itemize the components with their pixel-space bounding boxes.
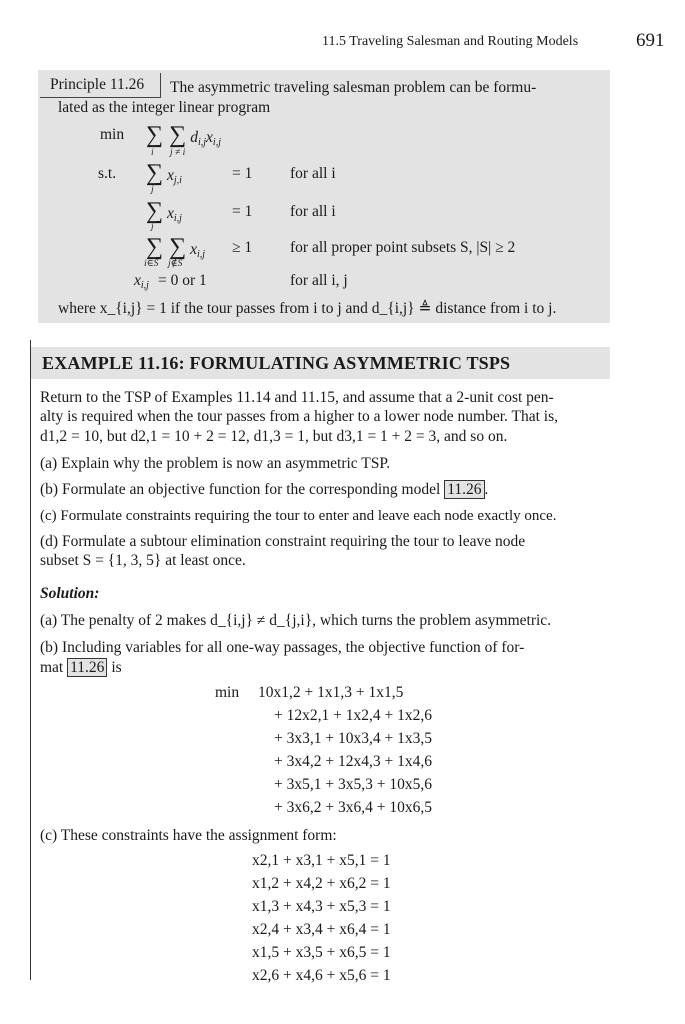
solution-label: Solution: (40, 585, 100, 602)
solution-a: (a) The penalty of 2 makes d_{i,j} ≠ d_{j,i}, which turns the problem asymmetric. (40, 612, 552, 629)
rhs-1: = 1 (232, 165, 253, 182)
example-p1-line2: alty is required when the tour passes from a higher to a lower node number. That is, (40, 408, 558, 425)
objective-min-label: min (215, 684, 240, 701)
solution-b-ref[interactable]: 11.26 (67, 658, 107, 677)
objective-line-3: + 3x3,1 + 10x3,4 + 1x3,5 (274, 730, 432, 747)
solution-b-line1: (b) Including variables for all one-way passages, the objective function of for- (40, 639, 525, 656)
objective-line-1: 10x1,2 + 1x1,3 + 1x1,5 (258, 684, 404, 701)
example-p1-line1: Return to the TSP of Examples 11.14 and 11.15, and assume that a 2-unit cost pen- (40, 389, 554, 406)
cond-2: for all i (290, 203, 336, 220)
solution-b-line2 (40, 657, 602, 679)
principle-min-label: min (100, 126, 125, 143)
rhs-3: ≥ 1 (232, 239, 253, 256)
sum-index-i: i (151, 148, 154, 158)
question-d-line1: (d) Formulate a subtour elimination constraint requiring the tour to leave node (40, 533, 526, 550)
cond-3: for all proper point subsets S, |S| ≥ 2 (290, 239, 516, 256)
example-title: EXAMPLE 11.16: FORMULATING ASYMMETRIC TSPS (42, 353, 511, 373)
question-d-line2: subset S = {1, 3, 5} at least once. (40, 552, 246, 569)
rhs-2: = 1 (232, 203, 253, 220)
sum-index-j-notin-s: j∉S (168, 259, 183, 269)
question-b: (b) Formulate an objective function for the corresponding model 11.26 . (40, 481, 489, 498)
example-p1-line3: d1,2 = 10, but d2,1 = 10 + 2 = 12, d1,3 = 1, but d3,1 = 1 + 2 = 3, and so on. (40, 428, 508, 445)
principle-intro-line2: lated as the integer linear program (58, 99, 271, 116)
running-header-section: 11.5 Traveling Salesman and Routing Models (322, 34, 579, 49)
assign-line-1: x2,1 + x3,1 + x5,1 = 1 (252, 852, 391, 869)
solution-b-pre: mat (40, 659, 64, 676)
cond-4: for all i, j (290, 272, 348, 289)
principle-label: Principle 11.26 (50, 76, 145, 93)
objective-line-6: + 3x6,2 + 3x6,4 + 10x6,5 (274, 799, 432, 816)
assign-line-6: x2,6 + x4,6 + x5,6 = 1 (252, 967, 391, 984)
principle-where: where x_{i,j} = 1 if the tour passes from i to j and d_{i,j} ≜ distance from i to j. (58, 300, 557, 317)
page-number: 691 (636, 30, 665, 51)
question-b-text: (b) Formulate an objective function for the corresponding model (40, 481, 441, 498)
assign-line-2: x1,2 + x4,2 + x6,2 = 1 (252, 875, 391, 892)
question-a: (a) Explain why the problem is now an asymmetric TSP. (40, 455, 391, 472)
question-b-ref[interactable]: 11.26 (444, 480, 484, 499)
solution-c: (c) These constraints have the assignment form: (40, 827, 337, 844)
principle-objective: ∑ ∑ $d_{i,j}x_{i,j}$ (146, 122, 221, 148)
sum-index-j-2: j (151, 222, 154, 232)
assign-line-4: x2,4 + x3,4 + x6,4 = 1 (252, 921, 391, 938)
sum-index-i-in-s: i∈S (144, 259, 159, 269)
solution-b-post: is (111, 659, 122, 676)
objective-line-2: + 12x2,1 + 1x2,4 + 1x2,6 (274, 707, 432, 724)
sum-index-j-1: j (151, 185, 154, 195)
principle-constraint-3: ∑ ∑ $x_{i,j}$ (146, 234, 206, 260)
objective-line-5: + 3x5,1 + 3x5,3 + 10x5,6 (274, 776, 432, 793)
binary-domain: = 0 or 1 (158, 272, 207, 289)
assign-line-5: x1,5 + x3,5 + x6,5 = 1 (252, 944, 391, 961)
assign-line-3: x1,3 + x4,3 + x5,3 = 1 (252, 898, 391, 915)
sum-index-j-ne-i: j ≠ i (170, 148, 186, 158)
cond-1: for all i (290, 165, 336, 182)
example-margin-rule (30, 340, 31, 980)
principle-constraint-2: ∑ $x_{i,j}$ (146, 198, 182, 224)
objective-line-4: + 3x4,2 + 12x4,3 + 1x4,6 (274, 753, 432, 770)
principle-constraint-1: ∑ $x_{j,i}$ (146, 160, 182, 186)
principle-intro-line1: The asymmetric traveling salesman problem can be formu- (170, 79, 537, 96)
binary-var: $x_{i,j}$ (134, 272, 149, 291)
question-c: (c) Formulate constraints requiring the tour to enter and leave each node exactly once. (40, 508, 557, 524)
principle-st-label: s.t. (98, 165, 117, 182)
